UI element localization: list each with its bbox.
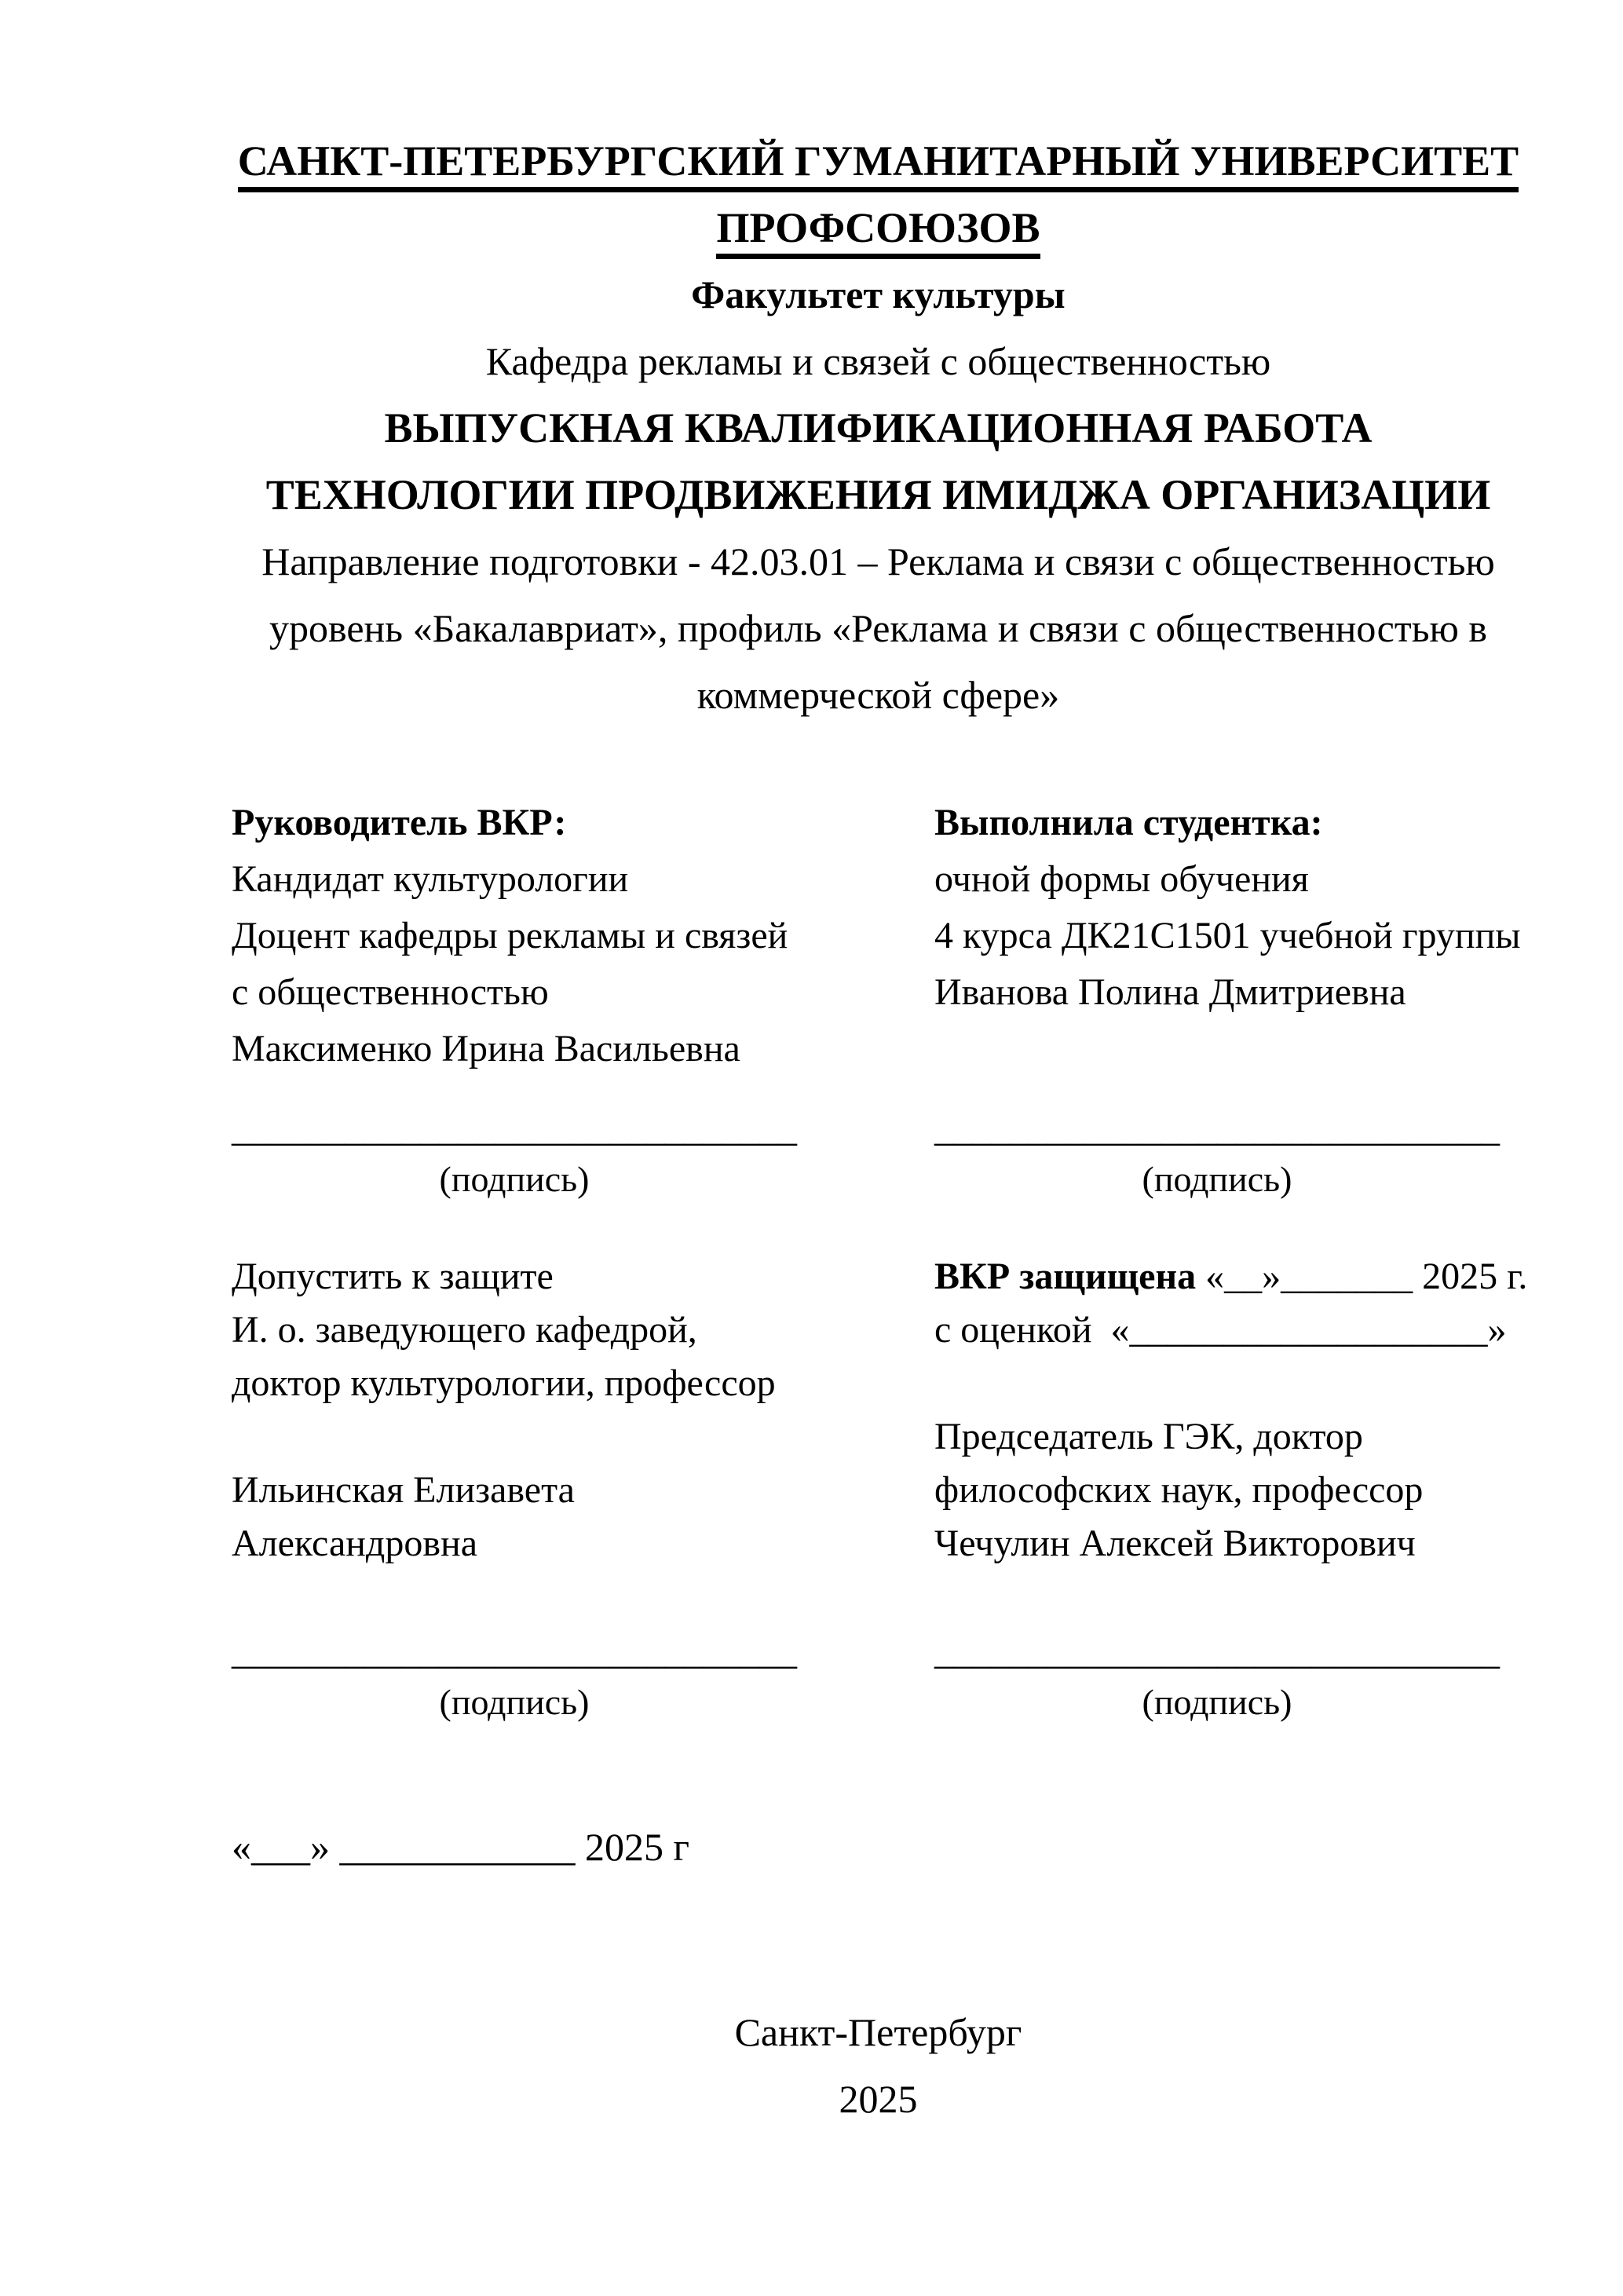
university-name-line-1 bbox=[232, 128, 1525, 195]
faculty-line: Факультет культуры bbox=[691, 272, 1066, 316]
supervisor-name: Максименко Ирина Васильевна bbox=[232, 1028, 740, 1069]
signature-blank-line: ______________________________ bbox=[934, 1631, 1500, 1673]
signature-caption: (подпись) bbox=[439, 1159, 590, 1199]
student-line: очной формы обучения bbox=[934, 858, 1309, 900]
supervisor-line: Кандидат культурологии bbox=[232, 858, 629, 900]
supervisor-line: с общественностью bbox=[232, 971, 549, 1013]
university-name-line-2 bbox=[232, 195, 1525, 261]
university-name-line-2-text: ПРОФСОЮЗОВ bbox=[716, 204, 1040, 259]
student-signature bbox=[934, 1101, 1525, 1201]
defense-grade-line: с оценкой «___________________» bbox=[934, 1309, 1507, 1351]
student-heading: Выполнила студентка: bbox=[934, 802, 1323, 843]
admission-column bbox=[232, 1250, 934, 1570]
defense-column bbox=[934, 1250, 1527, 1570]
defense-date-line bbox=[934, 1250, 1527, 1303]
supervisor-heading: Руководитель ВКР: bbox=[232, 802, 567, 843]
university-name-line-1-text: САНКТ-ПЕТЕРБУРГСКИЙ ГУМАНИТАРНЫЙ УНИВЕРСИТЕТ bbox=[238, 137, 1519, 192]
student-line: 4 курса ДК21С1501 учебной группы bbox=[934, 915, 1521, 956]
supervisor-line: Доцент кафедры рекламы и связей bbox=[232, 915, 788, 956]
student-name: Иванова Полина Дмитриевна bbox=[934, 971, 1406, 1013]
year-line: 2025 bbox=[839, 2077, 918, 2121]
supervisor-signature bbox=[232, 1101, 934, 1201]
chair-line: философских наук, профессор bbox=[934, 1469, 1424, 1511]
admission-line: Допустить к защите bbox=[232, 1256, 554, 1297]
admission-signature bbox=[232, 1624, 934, 1724]
approval-block bbox=[232, 1250, 1528, 1570]
signature-caption: (подпись) bbox=[1142, 1682, 1292, 1722]
chair-line: Председатель ГЭК, доктор bbox=[934, 1416, 1363, 1457]
people-block bbox=[232, 795, 1525, 1077]
admission-line: доктор культурологии, профессор bbox=[232, 1362, 776, 1404]
thesis-title-line: ТЕХНОЛОГИИ ПРОДВИЖЕНИЯ ИМИДЖА ОРГАНИЗАЦИИ bbox=[265, 471, 1491, 518]
chair-name: Чечулин Алексей Викторович bbox=[934, 1523, 1416, 1564]
signature-row-1 bbox=[232, 1101, 1525, 1201]
admission-date-line: «___» ____________ 2025 г bbox=[232, 1825, 690, 1869]
level-line-1: уровень «Бакалавриат», профиль «Реклама и связи с общественностью в bbox=[269, 606, 1487, 650]
level-line-2: коммерческой сфере» bbox=[696, 673, 1060, 717]
signature-blank-line: ______________________________ bbox=[232, 1108, 797, 1150]
chair-signature bbox=[934, 1624, 1525, 1724]
admission-line: И. о. заведующего кафедрой, bbox=[232, 1309, 697, 1351]
header-block bbox=[232, 128, 1525, 729]
city-line: Санкт-Петербург bbox=[734, 2010, 1022, 2054]
direction-line: Направление подготовки - 42.03.01 – Реклама и связи с общественностью bbox=[261, 539, 1495, 583]
blank-line bbox=[232, 1410, 934, 1464]
signature-caption: (подпись) bbox=[439, 1682, 590, 1722]
defense-date-blank: «__»_______ 2025 г. bbox=[1196, 1256, 1528, 1297]
signature-blank-line: ______________________________ bbox=[934, 1108, 1500, 1150]
signature-blank-line: ______________________________ bbox=[232, 1631, 797, 1673]
admission-name-line: Ильинская Елизавета bbox=[232, 1469, 575, 1511]
admission-name-line: Александровна bbox=[232, 1523, 478, 1564]
department-line: Кафедра рекламы и связей с общественностью bbox=[485, 339, 1271, 383]
signature-row-2 bbox=[232, 1624, 1525, 1724]
signature-caption: (подпись) bbox=[1142, 1159, 1292, 1199]
blank-line bbox=[934, 1357, 1527, 1410]
student-column bbox=[934, 795, 1525, 1077]
supervisor-column bbox=[232, 795, 934, 1077]
work-type-line: ВЫПУСКНАЯ КВАЛИФИКАЦИОННАЯ РАБОТА bbox=[384, 404, 1373, 452]
defense-date-label: ВКР защищена bbox=[934, 1256, 1197, 1297]
